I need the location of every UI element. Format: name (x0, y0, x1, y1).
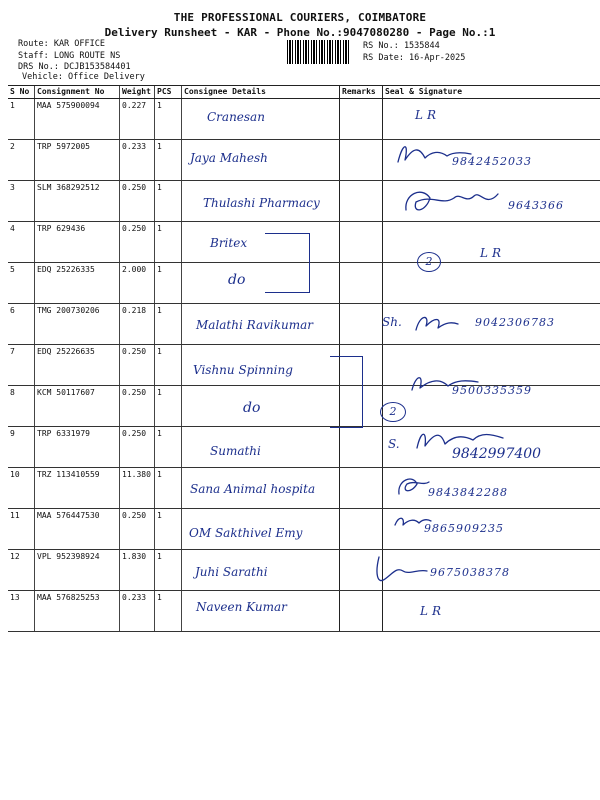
row-consignment-no-text: TRZ 113410559 (37, 470, 100, 479)
row-consignment-no (35, 140, 120, 181)
row-sno (8, 222, 35, 263)
row-weight (120, 509, 155, 550)
consignee-name-5: do (228, 272, 246, 288)
row-weight (120, 345, 155, 386)
row-sno (8, 509, 35, 550)
row-sno (8, 550, 35, 591)
table-row (8, 591, 600, 632)
phone-11: 9865909235 (424, 522, 504, 535)
row-remarks (340, 591, 383, 632)
phone-12: 9675038378 (430, 566, 510, 579)
row-pcs-text: 1 (157, 511, 162, 520)
row-sno (8, 591, 35, 632)
row-weight (120, 99, 155, 140)
row-weight-text: 0.250 (122, 388, 147, 397)
row-weight (120, 263, 155, 304)
seal-lr-4-5: LR (480, 246, 506, 260)
row-weight (120, 468, 155, 509)
consignee-name-1: Cranesan (207, 110, 265, 124)
drs-line: DRS No.: DCJB153584401 (18, 62, 131, 72)
row-consignment-no-text: SLM 368292512 (37, 183, 100, 192)
row-sno-text: 13 (10, 593, 20, 602)
consignee-name-9: Sumathi (210, 444, 261, 458)
row-remarks (340, 140, 383, 181)
row-pcs (155, 509, 182, 550)
row-pcs (155, 345, 182, 386)
signature-3 (402, 184, 502, 220)
phone-6: 9042306783 (475, 316, 555, 329)
consignee-name-12: Juhi Sarathi (195, 565, 268, 579)
row-sno-text: 5 (10, 265, 15, 274)
row-weight (120, 550, 155, 591)
row-sno-text: 8 (10, 388, 15, 397)
table-body (8, 99, 600, 632)
row-consignment-no (35, 345, 120, 386)
row-weight-text: 0.233 (122, 142, 147, 151)
row-consignment-no-text: EDQ 25226335 (37, 265, 95, 274)
signature-6 (412, 310, 460, 334)
table-row (8, 99, 600, 140)
row-pcs-text: 1 (157, 306, 162, 315)
barcode (287, 40, 349, 64)
phone-10: 9843842288 (428, 486, 508, 499)
signature-12 (373, 553, 429, 587)
row-sno (8, 427, 35, 468)
row-pcs-text: 1 (157, 593, 162, 602)
row-sno-text: 6 (10, 306, 15, 315)
header-seal: Seal & Signature (383, 86, 600, 99)
header-consignee: Consignee Details (182, 86, 340, 99)
row-pcs-text: 1 (157, 265, 162, 274)
row-weight-text: 0.250 (122, 511, 147, 520)
row-pcs-text: 1 (157, 347, 162, 356)
header-remarks: Remarks (340, 86, 383, 99)
row-weight (120, 140, 155, 181)
row-consignment-no-text: MAA 576447530 (37, 511, 100, 520)
row-weight (120, 304, 155, 345)
seal-9: S. (388, 437, 400, 451)
consignee-name-7: Vishnu Spinning (193, 363, 293, 377)
row-consignment-no-text: MAA 575900094 (37, 101, 100, 110)
phone-7-8: 9500335359 (452, 384, 532, 397)
row-pcs (155, 140, 182, 181)
row-pcs (155, 468, 182, 509)
row-pcs-text: 1 (157, 142, 162, 151)
ditto-bracket-7-8 (330, 356, 363, 428)
row-sno (8, 140, 35, 181)
row-weight-text: 0.218 (122, 306, 147, 315)
row-weight (120, 386, 155, 427)
row-pcs (155, 263, 182, 304)
row-consignment-no (35, 427, 120, 468)
row-weight-text: 2.000 (122, 265, 147, 274)
row-consignment-no-text: TRP 6331979 (37, 429, 90, 438)
row-pcs-text: 1 (157, 101, 162, 110)
row-sno (8, 345, 35, 386)
row-sno-text: 7 (10, 347, 15, 356)
row-seal-signature (383, 591, 600, 632)
rs-date: RS Date: 16-Apr-2025 (363, 52, 466, 63)
rs-number: RS No.: 1535844 (363, 41, 440, 51)
row-remarks (340, 99, 383, 140)
phone-9: 9842997400 (452, 446, 542, 462)
consignee-name-4: Britex (210, 236, 248, 250)
table-row (8, 345, 600, 386)
row-consignment-no (35, 591, 120, 632)
row-sno (8, 468, 35, 509)
row-sno (8, 386, 35, 427)
row-pcs (155, 427, 182, 468)
signature-10 (395, 472, 431, 498)
seal-6: Sh. (382, 315, 402, 329)
row-consignee-details (182, 386, 340, 427)
row-remarks (340, 427, 383, 468)
seal-lr-1: LR (415, 108, 441, 122)
row-weight-text: 0.250 (122, 347, 147, 356)
row-weight-text: 0.250 (122, 224, 147, 233)
row-pcs (155, 222, 182, 263)
row-pcs (155, 550, 182, 591)
row-remarks (340, 222, 383, 263)
consignee-name-3: Thulashi Pharmacy (203, 196, 320, 210)
ditto-bracket-4-5 (265, 233, 310, 293)
row-weight-text: 0.233 (122, 593, 147, 602)
row-remarks (340, 468, 383, 509)
consignee-name-8: do (243, 400, 261, 416)
row-sno-text: 4 (10, 224, 15, 233)
consignee-name-6: Malathi Ravikumar (196, 318, 313, 332)
route-line: Route: KAR OFFICE (18, 39, 105, 49)
row-weight-text: 0.250 (122, 429, 147, 438)
row-consignment-no (35, 304, 120, 345)
row-weight (120, 591, 155, 632)
row-pcs-text: 1 (157, 224, 162, 233)
row-consignment-no (35, 386, 120, 427)
row-consignment-no (35, 99, 120, 140)
row-remarks (340, 304, 383, 345)
row-sno-text: 10 (10, 470, 20, 479)
row-sno (8, 99, 35, 140)
row-pcs (155, 99, 182, 140)
consignee-name-13: Naveen Kumar (196, 600, 287, 614)
row-weight-text: 0.250 (122, 183, 147, 192)
rs-info (363, 41, 465, 64)
header-sno: S No (8, 86, 35, 99)
row-pcs-text: 1 (157, 429, 162, 438)
row-sno-text: 9 (10, 429, 15, 438)
row-consignment-no-text: EDQ 25226635 (37, 347, 95, 356)
row-consignee-details (182, 263, 340, 304)
row-consignment-no (35, 468, 120, 509)
row-weight-text: 0.227 (122, 101, 147, 110)
row-pcs-text: 1 (157, 183, 162, 192)
header-weight: Weight (120, 86, 155, 99)
table-row (8, 550, 600, 591)
row-pcs-text: 1 (157, 470, 162, 479)
row-consignment-no (35, 263, 120, 304)
runsheet-heading: Delivery Runsheet - KAR - Phone No.:9047080280 - Page No.:1 (104, 26, 496, 39)
row-weight (120, 181, 155, 222)
count-mark-4-5: 2 (417, 252, 441, 272)
route-info (18, 39, 131, 74)
row-pcs (155, 181, 182, 222)
company-title: THE PROFESSIONAL COURIERS, COIMBATORE (173, 11, 427, 24)
row-consignment-no-text: VPL 952398924 (37, 552, 100, 561)
row-consignment-no-text: TMG 200730206 (37, 306, 100, 315)
row-consignment-no-text: TRP 629436 (37, 224, 86, 233)
count-mark-7-8: 2 (380, 402, 406, 422)
vehicle-line: Vehicle: Office Delivery (22, 72, 145, 82)
table-row (8, 509, 600, 550)
row-remarks (340, 181, 383, 222)
row-pcs-text: 1 (157, 552, 162, 561)
consignee-name-10: Sana Animal hospita (190, 482, 316, 496)
row-consignment-no-text: TRP 5972005 (37, 142, 90, 151)
row-sno (8, 181, 35, 222)
phone-3: 9643366 (508, 199, 564, 212)
row-pcs (155, 304, 182, 345)
staff-line: Staff: LONG ROUTE NS (18, 50, 121, 61)
row-weight (120, 222, 155, 263)
row-remarks (340, 263, 383, 304)
consignee-name-2: Jaya Mahesh (190, 151, 268, 165)
row-remarks (340, 509, 383, 550)
phone-2: 9842452033 (452, 155, 532, 168)
row-sno-text: 12 (10, 552, 20, 561)
row-consignment-no (35, 550, 120, 591)
row-consignment-no-text: MAA 576825253 (37, 593, 100, 602)
row-weight (120, 427, 155, 468)
row-weight-text: 1.830 (122, 552, 147, 561)
row-pcs-text: 1 (157, 388, 162, 397)
row-sno-text: 3 (10, 183, 15, 192)
row-sno-text: 1 (10, 101, 15, 110)
consignee-name-11: OM Sakthivel Emy (189, 526, 303, 540)
row-seal-signature (383, 263, 600, 304)
row-consignment-no-text: KCM 50117607 (37, 388, 95, 397)
row-consignment-no (35, 181, 120, 222)
header-consignment: Consignment No (35, 86, 120, 99)
row-pcs (155, 386, 182, 427)
row-consignment-no (35, 222, 120, 263)
seal-lr-13: LR (420, 604, 446, 618)
row-weight-text: 11.380 (122, 470, 151, 479)
row-consignment-no (35, 509, 120, 550)
row-sno-text: 11 (10, 511, 20, 520)
row-sno (8, 263, 35, 304)
table-header-row (8, 86, 600, 99)
row-sno (8, 304, 35, 345)
row-sno-text: 2 (10, 142, 15, 151)
row-consignee-details (182, 222, 340, 263)
row-pcs (155, 591, 182, 632)
header-pcs: PCS (155, 86, 182, 99)
